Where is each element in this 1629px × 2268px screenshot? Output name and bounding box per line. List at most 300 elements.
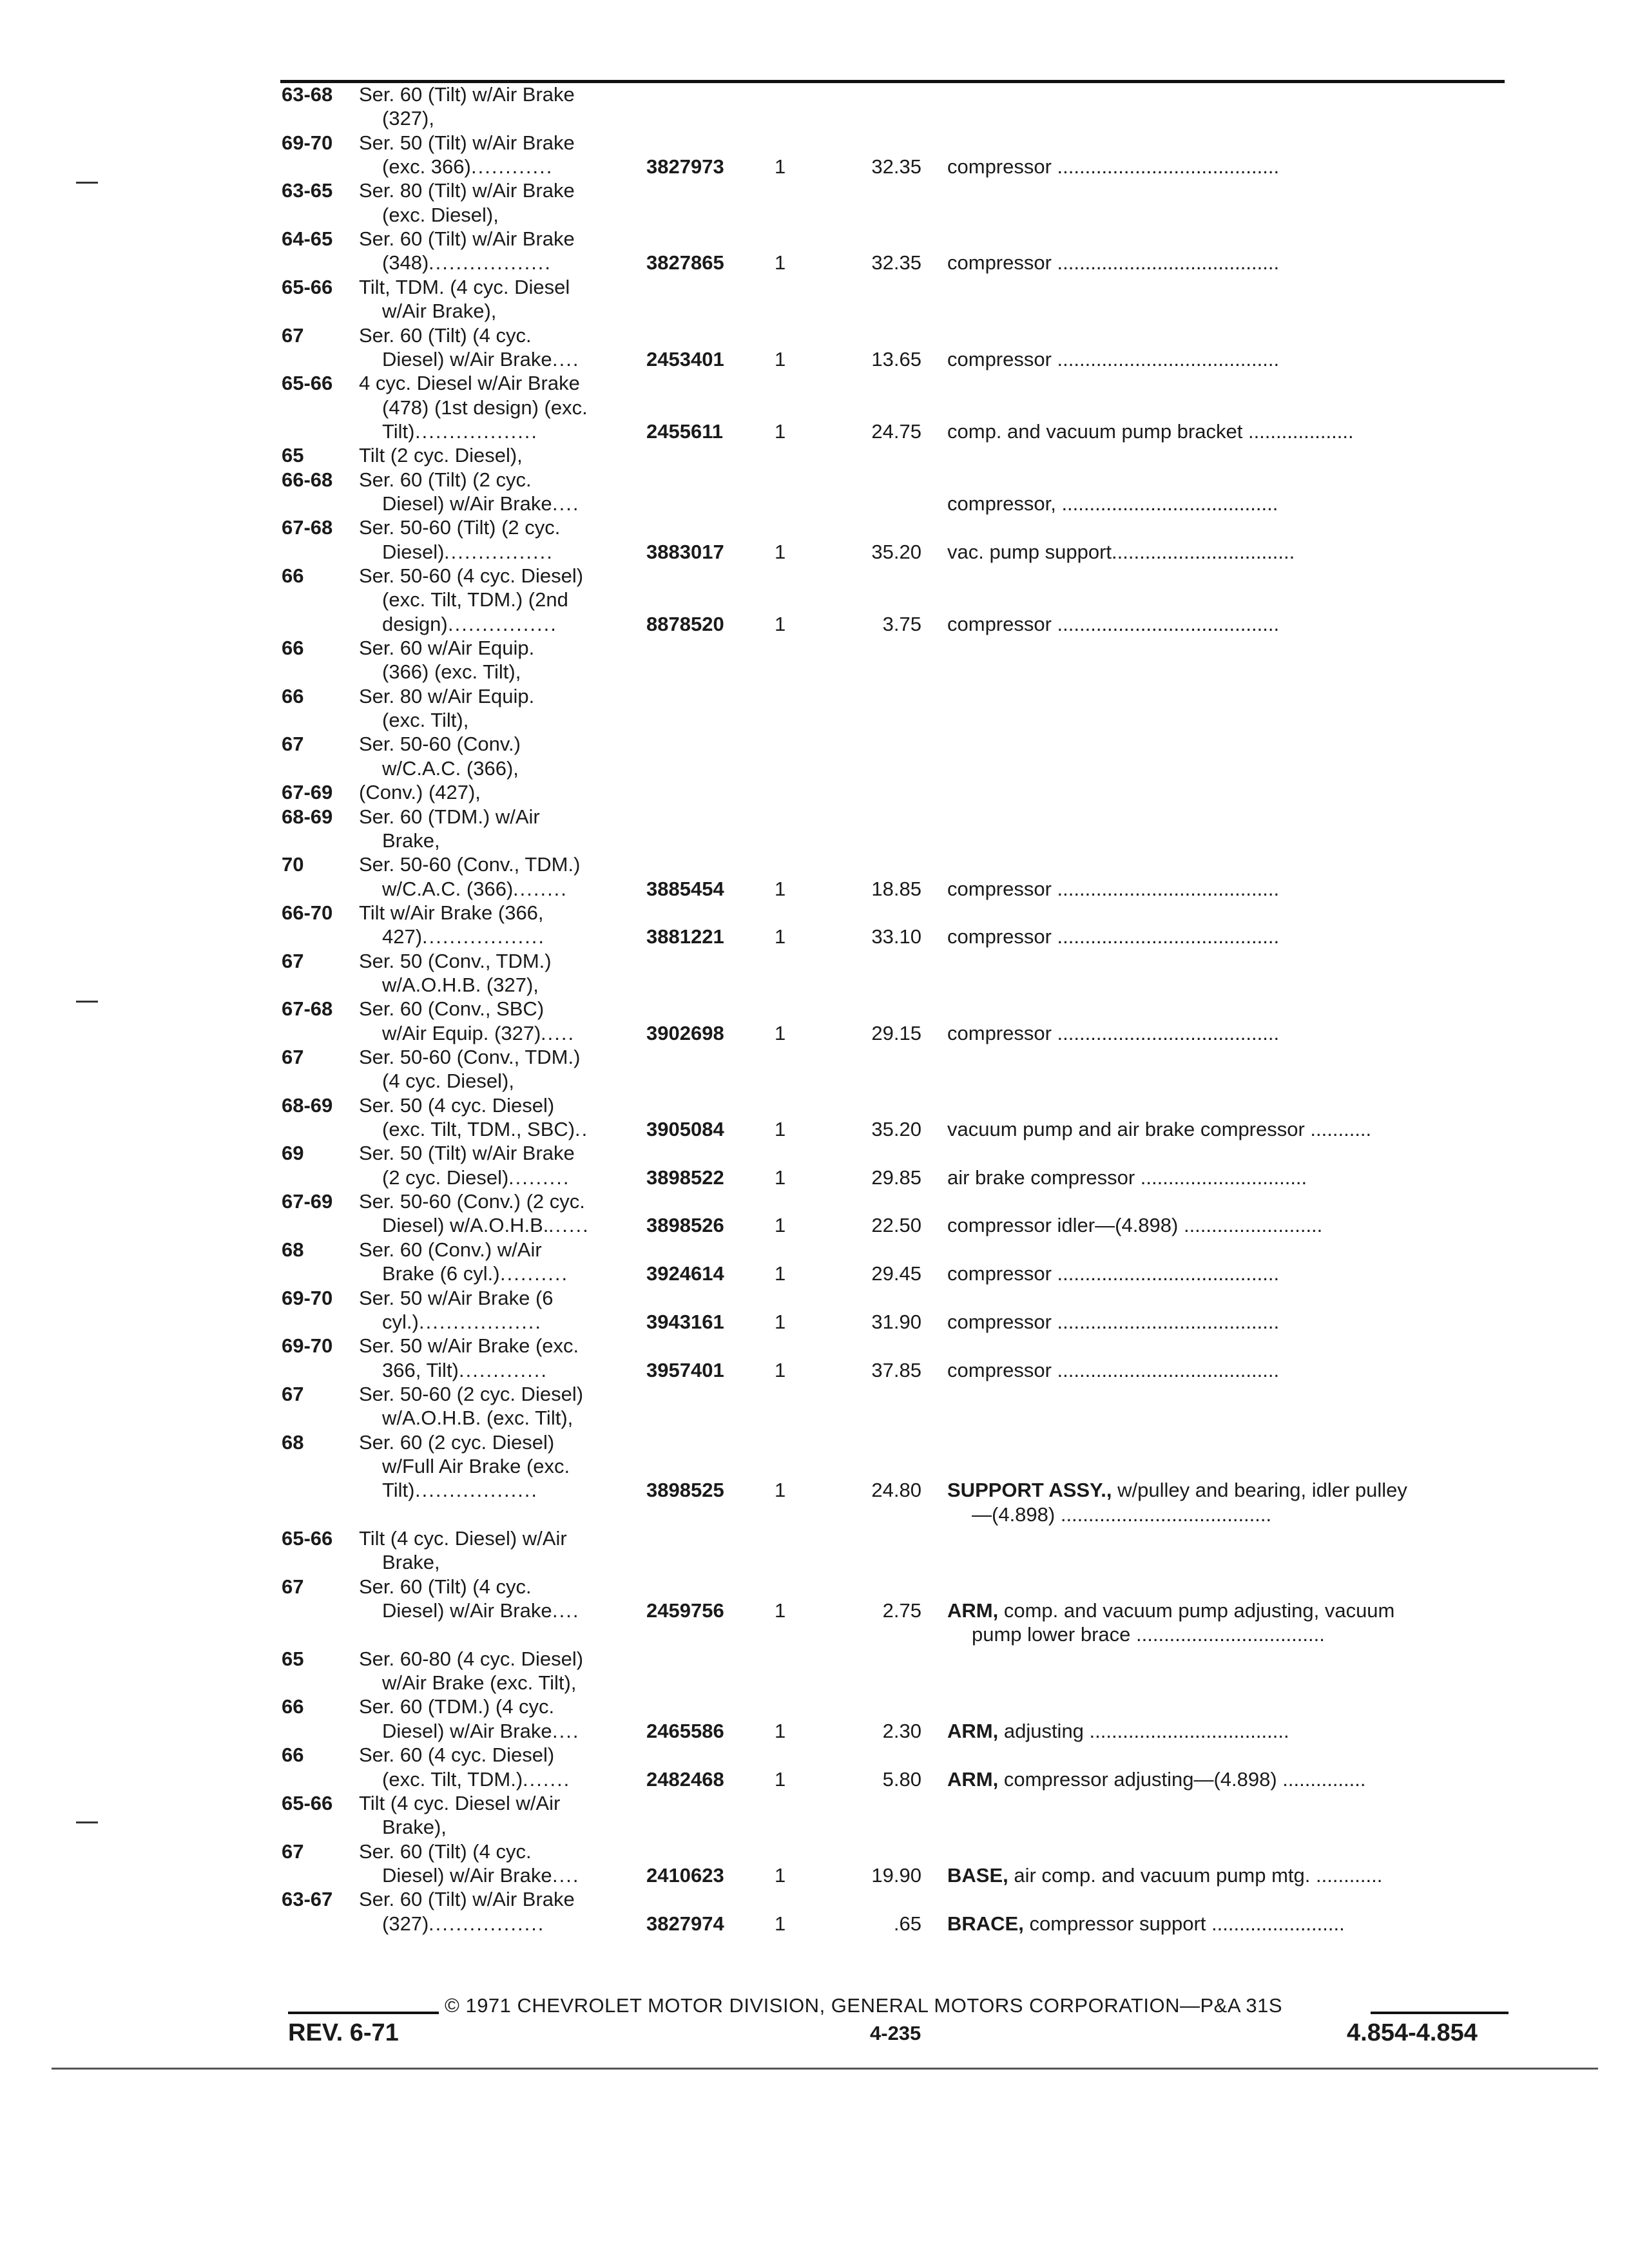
listing-line [0, 636, 1629, 660]
part-name: ARM, [947, 1599, 999, 1622]
list-price: 24.80 [871, 1479, 921, 1502]
model-application: Ser. 50-60 (Conv.) [359, 733, 521, 756]
listing-line [0, 82, 1629, 106]
listing-line [0, 829, 1629, 852]
list-price: 29.15 [871, 1021, 921, 1044]
model-years: 63-65 [282, 179, 333, 202]
model-application: Ser. 80 (Tilt) w/Air Brake [359, 179, 575, 202]
leader-dots: .... [552, 1599, 580, 1622]
model-years: 68-69 [282, 1093, 333, 1117]
model-application: Ser. 60 (Tilt) w/Air Brake [359, 227, 575, 251]
listing-line [0, 1478, 1629, 1502]
model-years: 66 [282, 684, 304, 707]
model-application: Ser. 50 w/Air Brake (6 [359, 1286, 554, 1309]
listing-line [0, 732, 1629, 756]
list-price: 18.85 [871, 877, 921, 900]
model-application: 427) [382, 925, 423, 948]
part-description [947, 1310, 1279, 1334]
model-years: 63-67 [282, 1888, 333, 1911]
part-description [947, 1262, 1279, 1285]
part-detail: w/pulley and bearing, idler pulley [1112, 1479, 1407, 1502]
list-price: 32.35 [871, 155, 921, 178]
model-application: Tilt (2 cyc. Diesel), [359, 444, 523, 467]
model-years: 63-68 [282, 83, 333, 106]
model-years: 67 [282, 733, 304, 756]
part-description [947, 1767, 1366, 1791]
part-number: 3827865 [646, 251, 724, 274]
model-years: 66 [282, 1695, 304, 1718]
list-price: 2.30 [882, 1719, 921, 1742]
model-application: (exc. Tilt, TDM., SBC) [382, 1118, 575, 1141]
part-detail: compressor ........................................ [947, 925, 1280, 948]
listing-line [0, 251, 1629, 274]
model-application: Ser. 60 (Tilt) (4 cyc. [359, 1840, 532, 1863]
model-application: Tilt (4 cyc. Diesel) w/Air [359, 1527, 567, 1550]
model-years: 69 [282, 1142, 304, 1165]
leader-dots: ............. [459, 1358, 548, 1381]
model-years: 67 [282, 1575, 304, 1598]
model-application: Ser. 60 (Tilt) (4 cyc. [359, 1575, 532, 1598]
part-name: ARM, [947, 1719, 999, 1742]
listing-line [0, 1719, 1629, 1743]
part-detail: compressor ........................................ [947, 1310, 1280, 1333]
model-years: 65-66 [282, 1527, 333, 1550]
listing-line [0, 1575, 1629, 1599]
list-price: 13.65 [871, 347, 921, 370]
model-application: w/Air Brake), [382, 300, 497, 323]
model-application: (348) [382, 251, 429, 274]
part-number: 3898525 [646, 1479, 724, 1502]
part-name: BRACE, [947, 1912, 1024, 1935]
model-application: Brake, [382, 829, 440, 852]
part-detail: vacuum pump and air brake compressor ........... [947, 1118, 1372, 1141]
quantity: 1 [775, 1262, 786, 1285]
quantity: 1 [775, 925, 786, 948]
model-application: w/A.O.H.B. (exc. Tilt), [382, 1407, 574, 1430]
listing-line [0, 1622, 1629, 1646]
list-price: 29.45 [871, 1262, 921, 1285]
leader-dots: .................. [422, 925, 546, 948]
part-number: 2465586 [646, 1719, 724, 1742]
listing-line [0, 684, 1629, 708]
listing-line [0, 131, 1629, 155]
listing-line [0, 275, 1629, 299]
model-application: Ser. 60 w/Air Equip. [359, 637, 535, 660]
model-application: (4 cyc. Diesel), [382, 1070, 514, 1093]
model-years: 67 [282, 949, 304, 972]
part-number: 3902698 [646, 1021, 724, 1044]
listing-line [0, 901, 1629, 925]
model-years: 65-66 [282, 275, 333, 298]
listing-line [0, 1430, 1629, 1454]
model-years: 67 [282, 1382, 304, 1405]
listing-line [0, 203, 1629, 227]
listing-line [0, 877, 1629, 901]
model-years: 65-66 [282, 1791, 333, 1814]
part-number: 2410623 [646, 1863, 724, 1887]
list-price: .65 [893, 1912, 921, 1935]
quantity: 1 [775, 1912, 786, 1935]
page-number: 4-235 [870, 2022, 921, 2044]
listing-line [0, 299, 1629, 323]
model-application: design) [382, 612, 448, 635]
part-description [947, 925, 1279, 948]
listing-line [0, 1863, 1629, 1887]
quantity: 1 [775, 419, 786, 443]
list-price: 33.10 [871, 925, 921, 948]
part-number: 2455611 [646, 419, 723, 443]
model-application: Ser. 60 (TDM.) w/Air [359, 805, 540, 828]
part-description [947, 1166, 1307, 1189]
model-application: w/C.A.C. (366), [382, 756, 519, 780]
part-detail: compressor idler—(4.898) ......................... [947, 1214, 1323, 1237]
part-number: 2459756 [646, 1599, 724, 1622]
model-application: Brake), [382, 1816, 447, 1839]
model-application: Ser. 60 (TDM.) (4 cyc. [359, 1695, 555, 1718]
listing-line [0, 588, 1629, 611]
list-price: 32.35 [871, 251, 921, 274]
part-number: 3943161 [646, 1310, 724, 1333]
model-years: 66-70 [282, 901, 333, 924]
listing-line [0, 780, 1629, 804]
quantity: 1 [775, 1599, 786, 1622]
listing-line [0, 396, 1629, 419]
part-description [947, 1719, 1289, 1743]
model-application: (366) (exc. Tilt), [382, 660, 521, 684]
part-number: 3905084 [646, 1118, 724, 1141]
listing-line [0, 1550, 1629, 1574]
model-application: (exc. 366) [382, 155, 471, 178]
leader-dots: .................. [415, 1479, 539, 1502]
part-description [947, 1358, 1279, 1382]
listing-line [0, 468, 1629, 492]
model-application: w/Air Brake (exc. Tilt), [382, 1671, 577, 1695]
quantity: 1 [775, 347, 786, 370]
model-application: Tilt) [382, 1479, 415, 1502]
part-number: 3881221 [646, 925, 724, 948]
model-years: 65-66 [282, 372, 333, 395]
part-number: 3898522 [646, 1166, 724, 1189]
listing-line [0, 515, 1629, 539]
part-name: BASE, [947, 1863, 1008, 1887]
listing-line [0, 443, 1629, 467]
part-description [947, 612, 1279, 636]
model-application: w/A.O.H.B. (327), [382, 973, 539, 996]
listing-line [0, 1189, 1629, 1213]
list-price: 35.20 [871, 1118, 921, 1141]
model-years: 67-69 [282, 1190, 333, 1213]
listing-line [0, 564, 1629, 588]
model-years: 67-68 [282, 516, 333, 539]
model-years: 70 [282, 853, 304, 876]
part-detail: pump lower brace .................................. [972, 1623, 1325, 1646]
part-number: 2453401 [646, 347, 724, 370]
model-application: Ser. 50-60 (2 cyc. Diesel) [359, 1382, 584, 1405]
part-detail: compressor ........................................ [947, 877, 1280, 900]
model-application: Tilt (4 cyc. Diesel w/Air [359, 1791, 561, 1814]
listing-line [0, 1526, 1629, 1550]
listing-line [0, 1840, 1629, 1863]
listing-line [0, 1406, 1629, 1430]
model-years: 69-70 [282, 1334, 333, 1358]
model-years: 66 [282, 1744, 304, 1767]
part-detail: comp. and vacuum pump adjusting, vacuum [998, 1599, 1395, 1622]
model-application: Diesel) [382, 540, 445, 563]
part-number: 3898526 [646, 1214, 724, 1237]
model-years: 64-65 [282, 227, 333, 251]
part-detail: compressor adjusting—(4.898) ............... [998, 1767, 1366, 1791]
model-application: Ser. 50 (Conv., TDM.) [359, 949, 552, 972]
quantity: 1 [775, 540, 786, 563]
model-application: Ser. 80 w/Air Equip. [359, 684, 535, 707]
part-detail: compressor ........................................ [947, 1262, 1280, 1285]
listing-line [0, 925, 1629, 948]
part-description [947, 251, 1279, 274]
leader-dots: ..... [541, 1021, 575, 1044]
listing-line [0, 1887, 1629, 1911]
model-application: Tilt w/Air Brake (366, [359, 901, 544, 924]
listing-line [0, 756, 1629, 780]
model-application: Ser. 50-60 (Tilt) (2 cyc. [359, 516, 561, 539]
listing-line [0, 1334, 1629, 1358]
part-description [947, 155, 1279, 178]
model-application: Ser. 50-60 (Conv., TDM.) [359, 853, 581, 876]
listing-line [0, 178, 1629, 202]
model-application: Tilt, TDM. (4 cyc. Diesel [359, 275, 570, 298]
listing-line [0, 1671, 1629, 1695]
model-years: 68 [282, 1238, 304, 1261]
listing-line [0, 660, 1629, 684]
listing-line [0, 1743, 1629, 1767]
list-price: 35.20 [871, 540, 921, 563]
model-application: Ser. 60 (4 cyc. Diesel) [359, 1744, 555, 1767]
part-detail: compressor ........................................ [947, 1358, 1280, 1381]
listing-line [0, 708, 1629, 732]
copyright-notice: © 1971 CHEVROLET MOTOR DIVISION, GENERAL MOTORS CORPORATION—P&A 31S [445, 1994, 1283, 2017]
leader-dots: ...... [548, 1214, 590, 1237]
quantity: 1 [775, 1166, 786, 1189]
model-application: Diesel) w/Air Brake [382, 347, 552, 370]
part-description [947, 1863, 1382, 1887]
leader-dots: ......... [508, 1166, 570, 1189]
quantity: 1 [775, 1719, 786, 1742]
model-application: Ser. 50-60 (Conv., TDM.) [359, 1046, 581, 1068]
list-price: 31.90 [871, 1310, 921, 1333]
leader-dots: ................ [444, 540, 554, 563]
list-price: 24.75 [871, 419, 921, 443]
part-detail: compressor support ........................ [1023, 1912, 1345, 1935]
model-application: Diesel) w/A.O.H.B. [382, 1214, 549, 1237]
model-application: (478) (1st design) (exc. [382, 396, 588, 419]
part-number: 3885454 [646, 877, 724, 900]
listing-line [0, 1141, 1629, 1165]
model-application: Ser. 50 (Tilt) w/Air Brake [359, 1142, 575, 1165]
listing-line [0, 1021, 1629, 1045]
model-application: Ser. 60 (Tilt) (4 cyc. [359, 323, 532, 347]
quantity: 1 [775, 1021, 786, 1044]
model-application: 4 cyc. Diesel w/Air Brake [359, 372, 580, 395]
model-application: (exc. Tilt, TDM.) (2nd [382, 588, 568, 611]
quantity: 1 [775, 251, 786, 274]
listing-line [0, 1069, 1629, 1093]
part-detail: adjusting .................................... [998, 1719, 1289, 1742]
leader-dots: .......... [500, 1262, 569, 1285]
model-application: Ser. 50 (4 cyc. Diesel) [359, 1093, 555, 1117]
part-detail: vac. pump support................................. [947, 540, 1295, 563]
model-application: (Conv.) (427), [359, 781, 481, 804]
part-description [947, 347, 1279, 371]
part-detail: air comp. and vacuum pump mtg. ............ [1008, 1863, 1383, 1887]
quantity: 1 [775, 1767, 786, 1791]
listing-line [0, 347, 1629, 371]
listing-line [0, 1238, 1629, 1262]
model-application: Brake (6 cyl.) [382, 1262, 500, 1285]
listing-line [0, 973, 1629, 997]
model-years: 67 [282, 323, 304, 347]
part-number: 3924614 [646, 1262, 724, 1285]
list-price: 37.85 [871, 1358, 921, 1381]
leader-dots: .................. [415, 419, 539, 443]
leader-dots: .... [552, 1863, 580, 1887]
model-years: 67-69 [282, 781, 333, 804]
quantity: 1 [775, 1863, 786, 1887]
listing-line [0, 540, 1629, 564]
listing-line [0, 852, 1629, 876]
model-years: 66 [282, 564, 304, 587]
quantity: 1 [775, 1479, 786, 1502]
part-description [972, 1622, 1325, 1646]
model-application: Ser. 60 (Conv., SBC) [359, 997, 545, 1021]
listing-line [0, 805, 1629, 829]
model-application: Ser. 60 (Tilt) w/Air Brake [359, 1888, 575, 1911]
listing-line [0, 1117, 1629, 1141]
model-years: 66-68 [282, 468, 333, 491]
listing-line [0, 949, 1629, 973]
model-application: Tilt) [382, 419, 415, 443]
part-detail: compressor ........................................ [947, 155, 1280, 178]
model-application: 366, Tilt) [382, 1358, 459, 1381]
revision-label: REV. 6-71 [288, 2019, 399, 2046]
model-years: 66 [282, 637, 304, 660]
model-years: 67 [282, 1840, 304, 1863]
listing-line [0, 1262, 1629, 1285]
leader-dots: ....... [523, 1767, 571, 1791]
model-years: 69-70 [282, 131, 333, 154]
part-description [947, 877, 1279, 901]
listing-line [0, 371, 1629, 395]
model-application: Diesel) w/Air Brake [382, 1863, 552, 1887]
leader-dots: ................. [429, 1912, 545, 1935]
model-application: cyl.) [382, 1310, 419, 1333]
list-price: 22.50 [871, 1214, 921, 1237]
model-application: (exc. Tilt, TDM.) [382, 1767, 523, 1791]
listing-line [0, 227, 1629, 251]
model-application: Ser. 50-60 (4 cyc. Diesel) [359, 564, 584, 587]
listing-line [0, 1767, 1629, 1791]
listing-line [0, 1213, 1629, 1237]
listing-line [0, 1503, 1629, 1526]
model-application: Ser. 60 (Tilt) (2 cyc. [359, 468, 532, 491]
part-description [947, 419, 1354, 443]
part-detail: compressor ........................................ [947, 612, 1280, 635]
model-application: Ser. 60 (Conv.) w/Air [359, 1238, 542, 1261]
listing-line [0, 1045, 1629, 1069]
quantity: 1 [775, 877, 786, 900]
model-application: Brake, [382, 1551, 440, 1574]
model-years: 68 [282, 1430, 304, 1454]
part-detail: compressor ........................................ [947, 1021, 1280, 1044]
leader-dots: .................. [419, 1310, 543, 1333]
listing-line [0, 1166, 1629, 1189]
listing-line [0, 1695, 1629, 1718]
leader-dots: ............ [471, 155, 554, 178]
listing-line [0, 1286, 1629, 1310]
model-years: 68-69 [282, 805, 333, 828]
part-number: 3883017 [646, 540, 724, 563]
part-detail: compressor, ....................................... [947, 492, 1278, 515]
listing-line [0, 1382, 1629, 1406]
model-application: (exc. Tilt), [382, 709, 469, 732]
part-number: 3957401 [646, 1358, 724, 1381]
part-description [947, 1021, 1279, 1045]
model-application: Ser. 50 (Tilt) w/Air Brake [359, 131, 575, 154]
listing-line [0, 1647, 1629, 1671]
model-application: Ser. 60 (2 cyc. Diesel) [359, 1430, 555, 1454]
part-description [972, 1503, 1271, 1526]
quantity: 1 [775, 1118, 786, 1141]
listing-line [0, 1358, 1629, 1382]
model-application: Ser. 60-80 (4 cyc. Diesel) [359, 1647, 584, 1670]
part-number: 3827974 [646, 1912, 724, 1935]
listing-line [0, 492, 1629, 515]
part-description [947, 492, 1278, 515]
part-description [947, 1213, 1322, 1237]
bottom-rule [52, 2068, 1598, 2070]
model-years: 65 [282, 444, 304, 467]
section-number: 4.854-4.854 [1347, 2019, 1478, 2046]
model-application: Diesel) w/Air Brake [382, 1719, 552, 1742]
listing-line [0, 323, 1629, 347]
part-detail: compressor ........................................ [947, 347, 1280, 370]
list-price: 29.85 [871, 1166, 921, 1189]
leader-dots: .. [575, 1118, 589, 1141]
quantity: 1 [775, 612, 786, 635]
part-number: 8878520 [646, 612, 724, 635]
leader-dots: .... [552, 347, 580, 370]
model-application: Ser. 50 w/Air Brake (exc. [359, 1334, 579, 1358]
part-detail: compressor ........................................ [947, 251, 1280, 274]
model-years: 69-70 [282, 1286, 333, 1309]
part-description [947, 540, 1295, 564]
quantity: 1 [775, 1214, 786, 1237]
listing-line [0, 155, 1629, 178]
part-detail: comp. and vacuum pump bracket ................... [947, 419, 1354, 443]
list-price: 5.80 [882, 1767, 921, 1791]
leader-dots: ........ [513, 877, 568, 900]
model-application: (327) [382, 1912, 429, 1935]
listing-line [0, 1454, 1629, 1478]
listing-line [0, 106, 1629, 130]
listing-line [0, 1791, 1629, 1815]
leader-dots: ................ [448, 612, 557, 635]
model-application: w/Full Air Brake (exc. [382, 1454, 570, 1477]
model-application: Ser. 50-60 (Conv.) (2 cyc. [359, 1190, 585, 1213]
listing-line [0, 1815, 1629, 1839]
model-application: (exc. Diesel), [382, 203, 499, 226]
model-application: w/C.A.C. (366) [382, 877, 514, 900]
footer-rule-left [288, 2012, 439, 2014]
part-number: 3827973 [646, 155, 724, 178]
